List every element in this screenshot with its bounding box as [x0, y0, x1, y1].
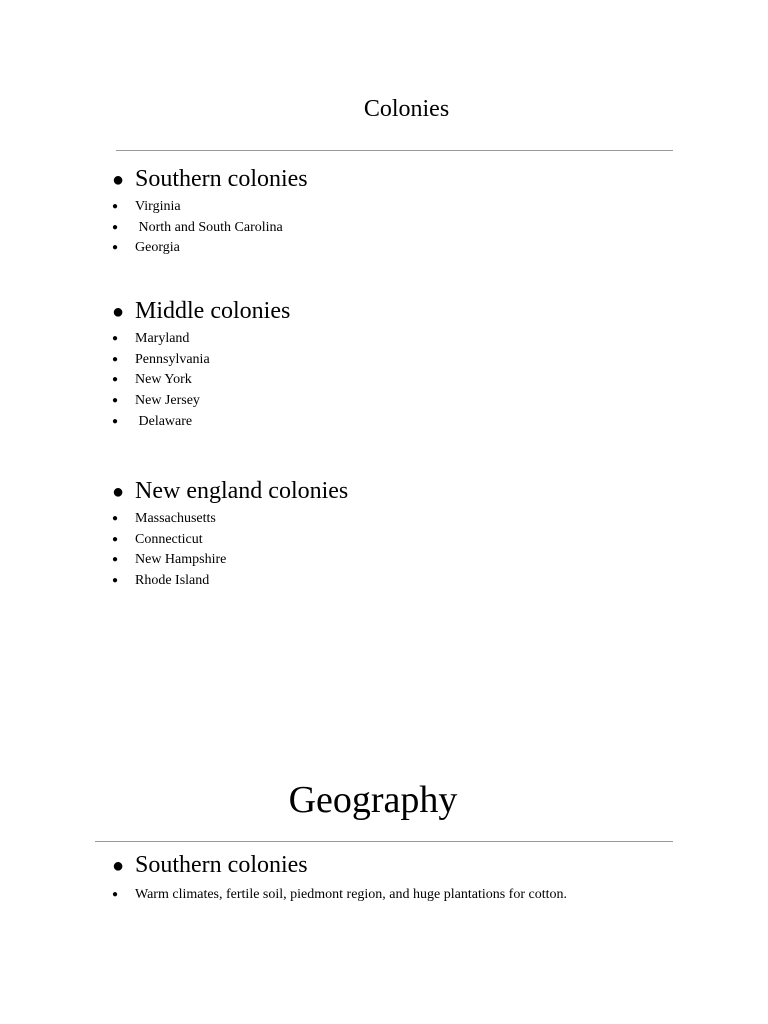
bullet-icon: ●	[112, 415, 119, 427]
geography-southern-colonies-list	[112, 885, 567, 906]
list-item: ● New Jersey	[112, 391, 210, 412]
bullet-icon: ●	[112, 242, 119, 254]
list-item: ● Connecticut	[112, 530, 226, 551]
bullet-icon: ●	[112, 333, 119, 344]
list-item: ● Rhode Island	[112, 571, 226, 592]
list-item: ● Pennsylvania	[112, 350, 210, 371]
list-item: ● Virginia	[112, 197, 283, 218]
geography-southern-colonies-heading	[112, 851, 308, 880]
bullet-icon: ●	[112, 395, 119, 407]
bullet-icon: ●	[112, 481, 125, 503]
colonies-divider	[116, 150, 673, 151]
middle-colonies-heading	[112, 297, 290, 326]
new-england-colonies-list	[112, 509, 226, 592]
section-heading-text: Middle colonies	[135, 298, 291, 324]
list-item: ● North and South Carolina	[112, 218, 283, 239]
list-item: ● New Hampshire	[112, 550, 226, 571]
list-item: ● Maryland	[112, 329, 210, 350]
geography-divider	[95, 841, 673, 842]
bullet-icon: ●	[112, 554, 119, 566]
southern-colonies-list	[112, 197, 283, 259]
bullet-icon: ●	[112, 221, 119, 233]
bullet-icon: ●	[112, 301, 125, 323]
bullet-icon: ●	[112, 201, 119, 212]
list-item: ● New York	[112, 370, 210, 391]
list-item: ● Georgia	[112, 238, 283, 259]
bullet-icon: ●	[112, 575, 119, 587]
bullet-icon: ●	[112, 855, 125, 877]
bullet-icon: ●	[112, 513, 119, 524]
bullet-icon: ●	[112, 533, 119, 545]
colonies-title: Colonies	[363, 96, 450, 122]
list-item: ● Delaware	[112, 412, 210, 433]
geography-title: Geography	[288, 779, 458, 821]
bullet-icon: ●	[112, 353, 119, 365]
southern-colonies-heading	[112, 165, 308, 194]
list-item: ● Massachusetts	[112, 509, 226, 530]
bullet-icon: ●	[112, 374, 119, 386]
bullet-icon: ●	[112, 169, 125, 191]
new-england-colonies-heading	[112, 477, 348, 506]
list-item: ● Warm climates, fertile soil, piedmont region, and huge plantations for cotton.	[112, 885, 567, 906]
bullet-icon: ●	[112, 889, 119, 900]
section-heading-text: New england colonies	[135, 478, 349, 504]
section-heading-text: Southern colonies	[135, 166, 308, 192]
section-heading-text: Southern colonies	[135, 852, 308, 878]
middle-colonies-list	[112, 329, 210, 432]
